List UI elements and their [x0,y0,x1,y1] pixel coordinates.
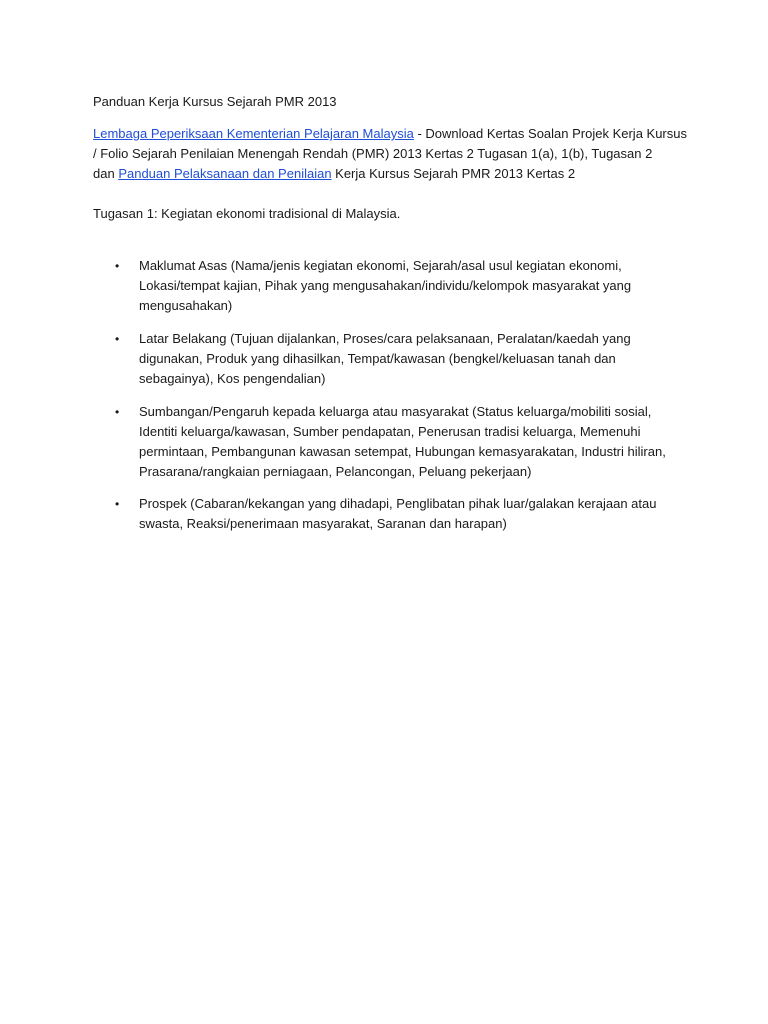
list-item-line: sebagainya), Kos pengendalian) [139,371,326,386]
intro-line-1-text: - Download Kertas Soalan Projek Kerja Kursus [413,126,687,141]
bullet-icon: • [115,405,120,419]
bullet-icon: • [115,497,120,511]
bullet-icon: • [115,259,120,273]
list-item-line: Sumbangan/Pengaruh kepada keluarga atau masyarakat (Status keluarga/mobiliti sosial, [139,404,652,419]
intro-line-3 [93,164,668,184]
list-item-line: Lokasi/tempat kajian, Pihak yang mengusahakan/individu/kelompok masyarakat yang [139,278,632,293]
panduan-pelaksanaan-link[interactable]: Panduan Pelaksanaan dan Penilaian [118,166,332,181]
list-item-line: mengusahakan) [139,298,233,313]
document-title: Panduan Kerja Kursus Sejarah PMR 2013 [93,94,337,109]
list-item-line: swasta, Reaksi/penerimaan masyarakat, Saranan dan harapan) [139,516,507,531]
lembaga-peperiksaan-link[interactable]: Lembaga Peperiksaan Kementerian Pelajaran Malaysia [93,126,414,141]
intro-line-3-text: Kerja Kursus Sejarah PMR 2013 Kertas 2 [331,166,576,181]
list-item-line: Prasarana/rangkaian perniagaan, Pelancongan, Peluang pekerjaan) [139,464,532,479]
list-item-line: Latar Belakang (Tujuan dijalankan, Proses/cara pelaksanaan, Peralatan/kaedah yang [139,331,631,346]
list-item-line: Prospek (Cabaran/kekangan yang dihadapi, Penglibatan pihak luar/galakan kerajaan atau [139,496,657,511]
list-item-text [139,494,679,534]
list-item-text [139,256,679,316]
task-heading: Tugasan 1: Kegiatan ekonomi tradisional di Malaysia. [93,206,401,221]
intro-line-1 [93,124,687,144]
list-item-line: Identiti keluarga/kawasan, Sumber pendapatan, Penerusan tradisi keluarga, Memenuhi [139,424,641,439]
list-item-line: Maklumat Asas (Nama/jenis kegiatan ekonomi, Sejarah/asal usul kegiatan ekonomi, [139,258,622,273]
list-item-line: permintaan, Pembangunan kawasan setempat, Hubungan kemasyarakatan, Industri hiliran, [139,444,666,459]
list-item-line: digunakan, Produk yang dihasilkan, Tempat/kawasan (bengkel/keluasan tanah dan [139,351,616,366]
intro-line-2: / Folio Sejarah Penilaian Menengah Rendah (PMR) 2013 Kertas 2 Tugasan 1(a), 1(b), Tugasan 2 [93,146,653,161]
bullet-icon: • [115,332,120,346]
intro-paragraph [93,124,687,184]
intro-line-3-prefix: dan [93,166,119,181]
list-item-text [139,402,679,482]
list-item-text [139,329,679,389]
